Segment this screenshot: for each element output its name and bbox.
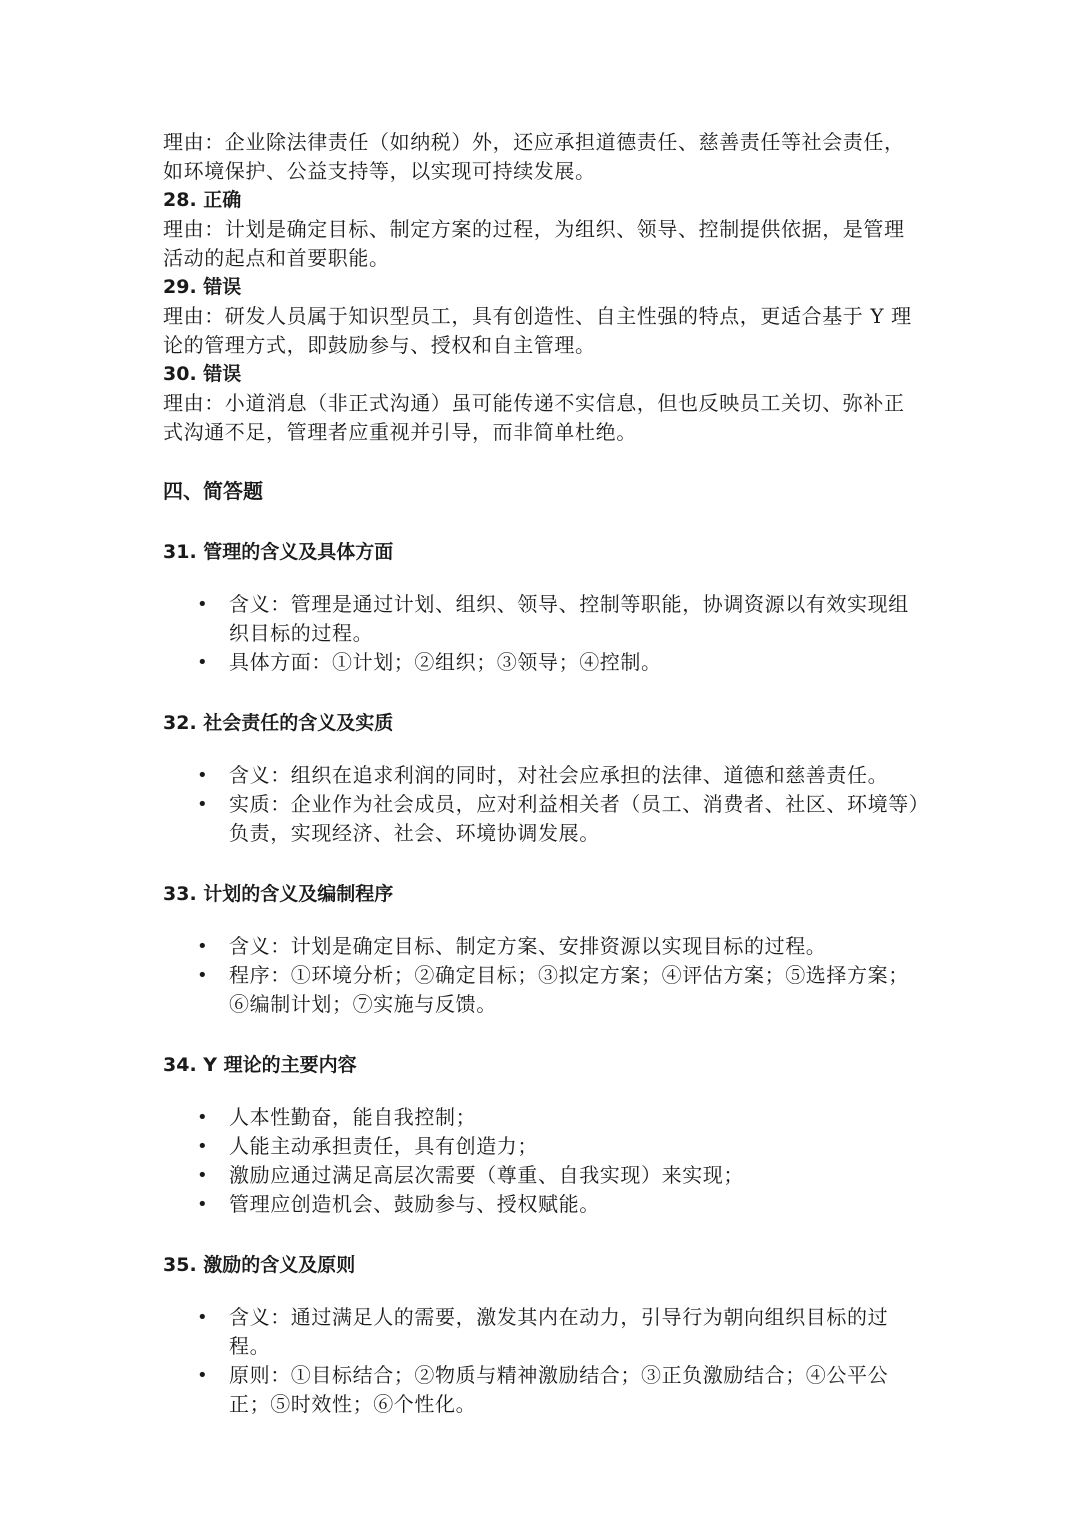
question-34-title: 34. Y 理论的主要内容 bbox=[163, 1054, 357, 1076]
question-33-list bbox=[163, 932, 923, 1019]
list-item: • 含义：通过满足人的需要，激发其内在动力，引导行为朝向组织目标的过程。 bbox=[163, 1303, 923, 1361]
reason-27: 理由：企业除法律责任（如纳税）外，还应承担道德责任、慈善责任等社会责任，如环境保护、公益支持等，以实现可持续发展。 bbox=[163, 130, 905, 183]
list-item: • 激励应通过满足高层次需要（尊重、自我实现）来实现； bbox=[163, 1161, 923, 1190]
list-item: • 管理应创造机会、鼓励参与、授权赋能。 bbox=[163, 1190, 923, 1219]
list-item: • 人能主动承担责任，具有创造力； bbox=[163, 1132, 923, 1161]
question-32-title: 32. 社会责任的含义及实质 bbox=[163, 712, 394, 734]
question-35-title: 35. 激励的含义及原则 bbox=[163, 1254, 356, 1276]
section-title: 四、简答题 bbox=[163, 479, 263, 503]
list-item: • 实质：企业作为社会成员，应对利益相关者（员工、消费者、社区、环境等）负责，实现经济、社会、环境协调发展。 bbox=[163, 790, 923, 848]
list-item: • 具体方面：①计划；②组织；③领导；④控制。 bbox=[163, 648, 923, 677]
answer-28: 28. 正确 bbox=[163, 189, 242, 211]
question-35-list bbox=[163, 1303, 923, 1419]
list-item: • 含义：计划是确定目标、制定方案、安排资源以实现目标的过程。 bbox=[163, 932, 923, 961]
question-31-list bbox=[163, 590, 923, 677]
question-33-title: 33. 计划的含义及编制程序 bbox=[163, 883, 394, 905]
list-item: • 程序：①环境分析；②确定目标；③拟定方案；④评估方案；⑤选择方案；⑥编制计划；⑦实施与反馈。 bbox=[163, 961, 923, 1019]
list-item: • 人本性勤奋，能自我控制； bbox=[163, 1103, 923, 1132]
question-31-title: 31. 管理的含义及具体方面 bbox=[163, 541, 394, 563]
question-34-list bbox=[163, 1103, 923, 1219]
question-32-list bbox=[163, 761, 923, 848]
reason-28: 理由：计划是确定目标、制定方案的过程，为组织、领导、控制提供依据，是管理活动的起点和首要职能。 bbox=[163, 217, 905, 270]
answer-29: 29. 错误 bbox=[163, 276, 242, 298]
list-item: • 原则：①目标结合；②物质与精神激励结合；③正负激励结合；④公平公正；⑤时效性；⑥个性化。 bbox=[163, 1361, 923, 1419]
list-item: • 含义：管理是通过计划、组织、领导、控制等职能，协调资源以有效实现组织目标的过程。 bbox=[163, 590, 923, 648]
reason-29: 理由：研发人员属于知识型员工，具有创造性、自主性强的特点，更适合基于 Y 理论的管理方式，即鼓励参与、授权和自主管理。 bbox=[163, 304, 912, 357]
answer-30: 30. 错误 bbox=[163, 363, 242, 385]
list-item: • 含义：组织在追求利润的同时，对社会应承担的法律、道德和慈善责任。 bbox=[163, 761, 923, 790]
reason-30: 理由：小道消息（非正式沟通）虽可能传递不实信息，但也反映员工关切、弥补正式沟通不足，管理者应重视并引导，而非简单杜绝。 bbox=[163, 391, 905, 444]
document-page bbox=[163, 128, 923, 1419]
